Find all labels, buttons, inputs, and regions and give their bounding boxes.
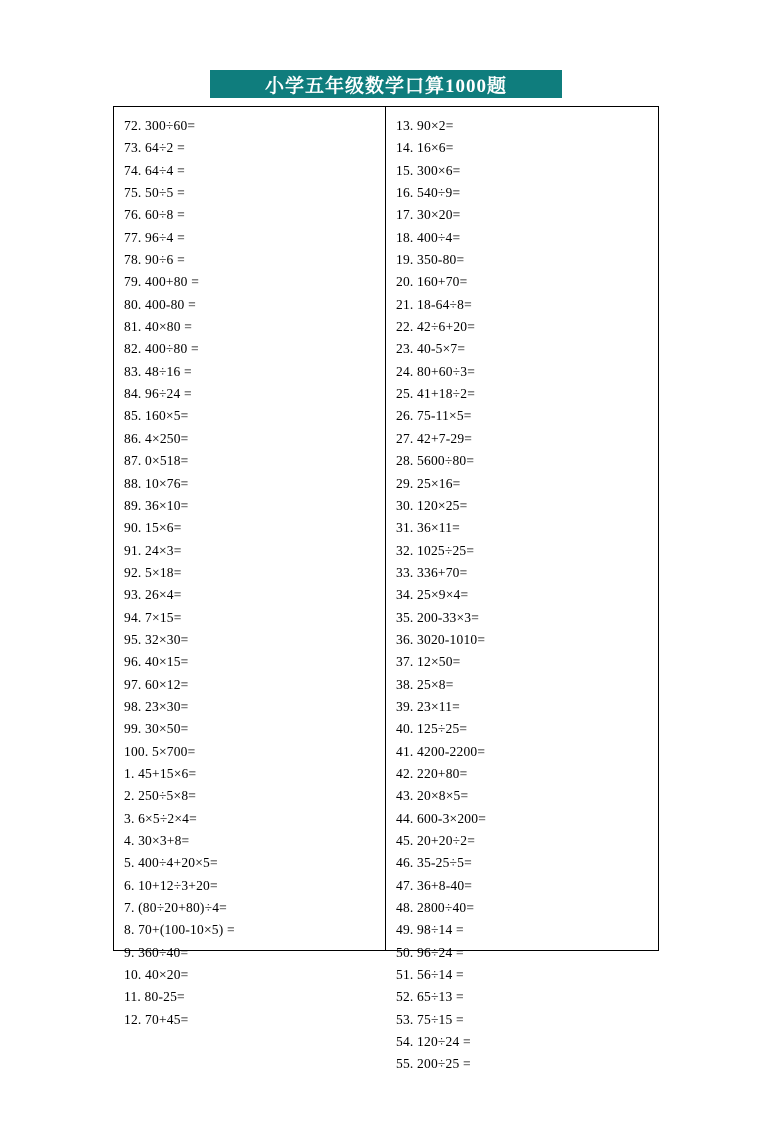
list-item: 84. 96÷24 =: [124, 386, 192, 402]
list-item: 55. 200÷25 =: [396, 1056, 471, 1072]
list-item: 10. 40×20=: [124, 967, 189, 983]
list-item: 20. 160+70=: [396, 274, 468, 290]
list-item: 92. 5×18=: [124, 564, 182, 580]
list-item: 24. 80+60÷3=: [396, 363, 476, 379]
list-item: 85. 160×5=: [124, 408, 189, 424]
list-item: 32. 1025÷25=: [396, 542, 475, 558]
list-item: 99. 30×50=: [124, 721, 189, 737]
list-item: 95. 32×30=: [124, 631, 189, 647]
list-item: 4. 30×3+8=: [124, 833, 190, 848]
list-item: 51. 56÷14 =: [396, 967, 464, 983]
problems-column-right: [386, 107, 658, 1072]
list-item: 3. 6×5÷2×4=: [124, 810, 197, 826]
list-item: 31. 36×11=: [396, 520, 460, 536]
list-item: 1. 45+15×6=: [124, 765, 197, 781]
list-item: 82. 400÷80 =: [124, 341, 199, 357]
list-item: 96. 40×15=: [124, 654, 189, 670]
list-item: 93. 26×4=: [124, 587, 182, 603]
list-item: 23. 40-5×7=: [396, 341, 466, 357]
list-item: 42. 220+80=: [396, 765, 468, 781]
list-item: 52. 65÷13 =: [396, 989, 464, 1005]
list-item: 41. 4200-2200=: [396, 743, 486, 759]
list-item: 37. 12×50=: [396, 654, 461, 670]
list-item: 44. 600-3×200=: [396, 810, 487, 826]
list-item: 79. 400+80 =: [124, 274, 200, 290]
problems-table: [113, 106, 659, 1072]
list-item: 54. 120÷24 =: [396, 1034, 471, 1050]
list-item: 76. 60÷8 =: [124, 207, 185, 223]
problems-column-left: [114, 107, 386, 1027]
list-item: 50. 96÷24 =: [396, 944, 464, 960]
list-item: 25. 41+18÷2=: [396, 386, 476, 402]
list-item: 81. 40×80 =: [124, 319, 193, 335]
list-item: 8. 70+(100-10×5) =: [124, 922, 235, 938]
list-item: 28. 5600÷80=: [396, 453, 475, 469]
list-item: 34. 25×9×4=: [396, 587, 469, 603]
list-item: 21. 18-64÷8=: [396, 296, 472, 312]
list-item: 15. 300×6=: [396, 162, 461, 178]
list-item: 26. 75-11×5=: [396, 408, 472, 424]
list-item: 47. 36+8-40=: [396, 877, 473, 893]
list-item: 89. 36×10=: [124, 497, 189, 513]
list-item: 39. 23×11=: [396, 698, 460, 714]
list-item: 88. 10×76=: [124, 475, 189, 491]
list-item: 2. 250÷5×8=: [124, 788, 197, 804]
list-item: 22. 42÷6+20=: [396, 319, 476, 335]
list-item: 11. 80-25=: [124, 989, 185, 1005]
list-item: 43. 20×8×5=: [396, 788, 469, 804]
list-item: 17. 30×20=: [396, 207, 461, 223]
list-item: 98. 23×30=: [124, 698, 189, 714]
list-item: 45. 20+20÷2=: [396, 833, 476, 848]
list-item: 29. 25×16=: [396, 475, 461, 491]
list-item: 5. 400÷4+20×5=: [124, 855, 218, 871]
list-item: 53. 75÷15 =: [396, 1011, 464, 1027]
page-title-banner: [210, 70, 562, 98]
list-item: 94. 7×15=: [124, 609, 182, 625]
list-item: 14. 16×6=: [396, 140, 454, 156]
list-item: 48. 2800÷40=: [396, 900, 475, 916]
list-item: 80. 400-80 =: [124, 296, 196, 312]
list-item: 18. 400÷4=: [396, 229, 461, 245]
list-item: 77. 96÷4 =: [124, 229, 185, 245]
list-item: 72. 300÷60=: [124, 118, 196, 133]
list-item: 9. 360÷40=: [124, 944, 189, 960]
list-item: 78. 90÷6 =: [124, 252, 185, 268]
list-item: 27. 42+7-29=: [396, 430, 473, 446]
list-item: 46. 35-25÷5=: [396, 855, 472, 871]
list-item: 6. 10+12÷3+20=: [124, 877, 218, 893]
list-item: 36. 3020-1010=: [396, 631, 486, 647]
list-item: 75. 50÷5 =: [124, 185, 185, 201]
list-item: 86. 4×250=: [124, 430, 189, 446]
list-item: 12. 70+45=: [124, 1011, 189, 1027]
list-item: 7. (80÷20+80)÷4=: [124, 900, 227, 916]
list-item: 33. 336+70=: [396, 564, 468, 580]
list-item: 91. 24×3=: [124, 542, 182, 558]
list-item: 90. 15×6=: [124, 520, 182, 536]
list-item: 73. 64÷2 =: [124, 140, 185, 156]
list-item: 16. 540÷9=: [396, 185, 461, 201]
list-item: 100. 5×700=: [124, 743, 196, 759]
list-item: 13. 90×2=: [396, 118, 454, 133]
list-item: 35. 200-33×3=: [396, 609, 480, 625]
list-item: 38. 25×8=: [396, 676, 454, 692]
list-item: 74. 64÷4 =: [124, 162, 185, 178]
list-item: 83. 48÷16 =: [124, 363, 192, 379]
list-item: 40. 125÷25=: [396, 721, 468, 737]
list-item: 49. 98÷14 =: [396, 922, 464, 938]
list-item: 87. 0×518=: [124, 453, 189, 469]
list-item: 30. 120×25=: [396, 497, 468, 513]
list-item: 97. 60×12=: [124, 676, 189, 692]
page-title: 小学五年级数学口算1000题: [264, 75, 507, 97]
list-item: 19. 350-80=: [396, 252, 465, 268]
